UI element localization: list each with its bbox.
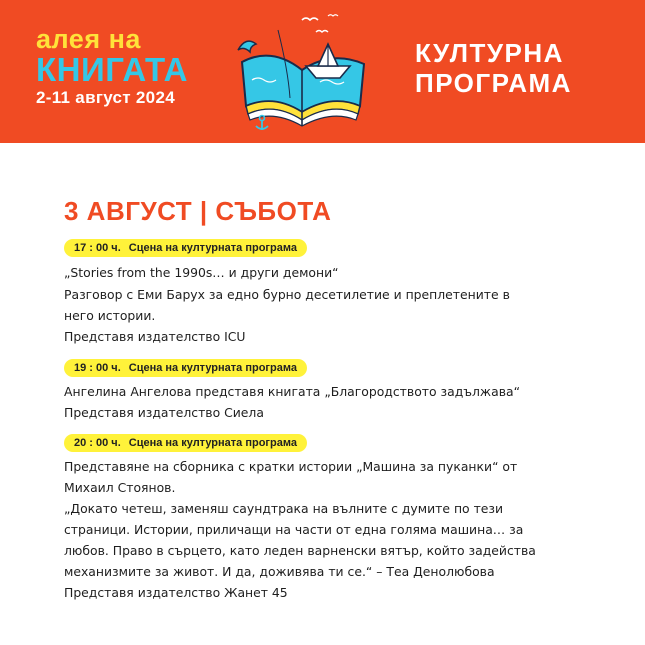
- header-banner: [0, 0, 645, 143]
- event-time-badge: [64, 359, 307, 377]
- event-time-badge: [64, 434, 307, 452]
- event-text-line: механизмите за живот. И да, доживява ти се.“ – Теа Денолюбова: [64, 564, 495, 579]
- program-title-line1: КУЛТУРНА: [415, 38, 564, 68]
- bird-icon: [328, 15, 338, 16]
- event-text-line: Михаил Стоянов.: [64, 480, 176, 495]
- day-heading: 3 АВГУСТ | СЪБОТА: [64, 196, 332, 226]
- bird-icon: [316, 31, 328, 33]
- logo-text-bottom: КНИГАТА: [36, 51, 188, 88]
- event-time: 19 : 00 ч.: [74, 362, 121, 374]
- event-text-line: Представя издателство ICU: [64, 329, 246, 344]
- event-time: 20 : 00 ч.: [74, 437, 121, 449]
- splash-icon: [238, 41, 256, 52]
- event-venue: Сцена на културната програма: [128, 362, 297, 374]
- program-title: [415, 38, 572, 98]
- event-text-line: Представя издателство Жанет 45: [64, 585, 288, 600]
- logo-text-top: алея на: [36, 24, 141, 54]
- event-text-line: „Stories from the 1990s… и други демони“: [64, 265, 339, 280]
- event-text-line: Представяне на сборника с кратки истории „Машина за пуканки“ от: [64, 459, 518, 474]
- festival-dates: 2-11 август 2024: [36, 88, 175, 107]
- event-text-line: Разговор с Еми Барух за едно бурно десетилетие и преплетените в: [64, 287, 510, 302]
- open-book-boat-illustration: [232, 10, 372, 132]
- event-venue: Сцена на културната програма: [128, 437, 297, 449]
- event-text-line: Ангелина Ангелова представя книгата „Благородството задължава“: [64, 384, 521, 399]
- event-text-line: него истории.: [64, 308, 156, 323]
- event-venue: Сцена на културната програма: [128, 242, 297, 254]
- event-time-badge: [64, 239, 307, 257]
- event-time: 17 : 00 ч.: [74, 242, 121, 254]
- event-text-line: „Докато четеш, заменяш саундтрака на вълните с думите по тези: [64, 501, 504, 516]
- bird-icon: [302, 18, 318, 20]
- event-text-line: Представя издателство Сиела: [64, 405, 264, 420]
- event-text-line: страници. Истории, приличащи на части от една голяма машина… за: [64, 522, 524, 537]
- program-title-line2: ПРОГРАМА: [415, 68, 572, 98]
- event-text-line: любов. Право в сърцето, като леден варненски вятър, който задейства: [64, 543, 536, 558]
